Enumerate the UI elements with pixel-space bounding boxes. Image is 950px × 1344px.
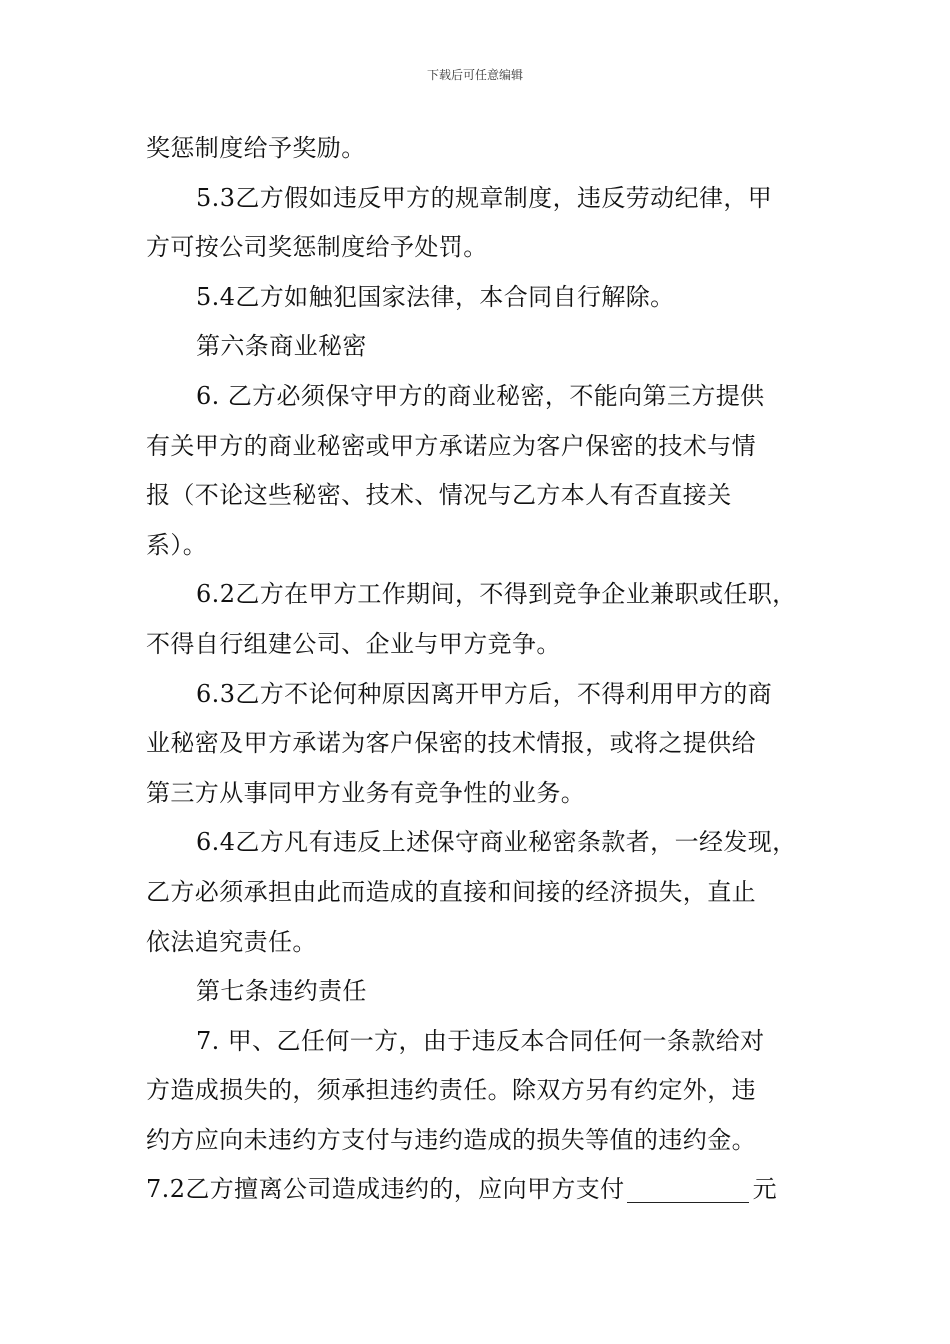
clause-5-4: 5.4乙方如触犯国家法律，本合同自行解除。 [196, 282, 675, 311]
clause-5-3-line-2: 方可按公司奖惩制度给予处罚。 [146, 233, 488, 262]
currency-unit: 元 [752, 1175, 777, 1204]
clause-6-3-line-1: 6.3乙方不论何种原因离开甲方后，不得利用甲方的商 [196, 679, 773, 708]
clause-6-3-line-3: 第三方从事同甲方业务有竞争性的业务。 [146, 778, 586, 807]
clause-7-2-text: 7.2乙方擅离公司造成违约的，应向甲方支付 [146, 1175, 625, 1204]
clause-7-2-line-1 [146, 1165, 816, 1215]
clause-6-2-line-2: 不得自行组建公司、企业与甲方竞争。 [146, 629, 561, 658]
amount-blank-field [627, 1176, 749, 1203]
clause-6-2-line-1: 6.2乙方在甲方工作期间，不得到竞争企业兼职或任职， [196, 580, 797, 609]
clause-6-1-line-2: 有关甲方的商业秘密或甲方承诺应为客户保密的技术与情 [146, 431, 756, 460]
page-header: 下载后可任意编辑 [426, 68, 523, 82]
document-body [146, 124, 816, 1215]
clause-7-1-line-2: 方造成损失的，须承担违约责任。除双方另有约定外，违 [146, 1076, 756, 1105]
paragraph-line: 奖惩制度给予奖励。 [146, 134, 366, 162]
clause-5-3-line-1: 5.3乙方假如违反甲方的规章制度，违反劳动纪律，甲 [196, 183, 773, 212]
article-6-heading: 第六条商业秘密 [196, 332, 367, 361]
clause-6-4-line-3: 依法追究责任。 [146, 927, 317, 956]
clause-7-1-line-1: 7. 甲、乙任何一方，由于违反本合同任何一条款给对 [196, 1026, 765, 1055]
article-7-heading: 第七条违约责任 [196, 977, 367, 1006]
clause-6-4-line-2: 乙方必须承担由此而造成的直接和间接的经济损失，直止 [146, 877, 756, 906]
clause-6-1-line-1: 6. 乙方必须保守甲方的商业秘密，不能向第三方提供 [196, 381, 765, 410]
clause-6-4-line-1: 6.4乙方凡有违反上述保守商业秘密条款者，一经发现， [196, 828, 797, 857]
clause-6-3-line-2: 业秘密及甲方承诺为客户保密的技术情报，或将之提供给 [146, 729, 756, 758]
clause-7-1-line-3: 约方应向未违约方支付与违约造成的损失等值的违约金。 [146, 1125, 756, 1154]
clause-6-1-line-3: 报（不论这些秘密、技术、情况与乙方本人有否直接关 [146, 481, 732, 510]
clause-6-1-line-4: 系）。 [146, 530, 208, 559]
